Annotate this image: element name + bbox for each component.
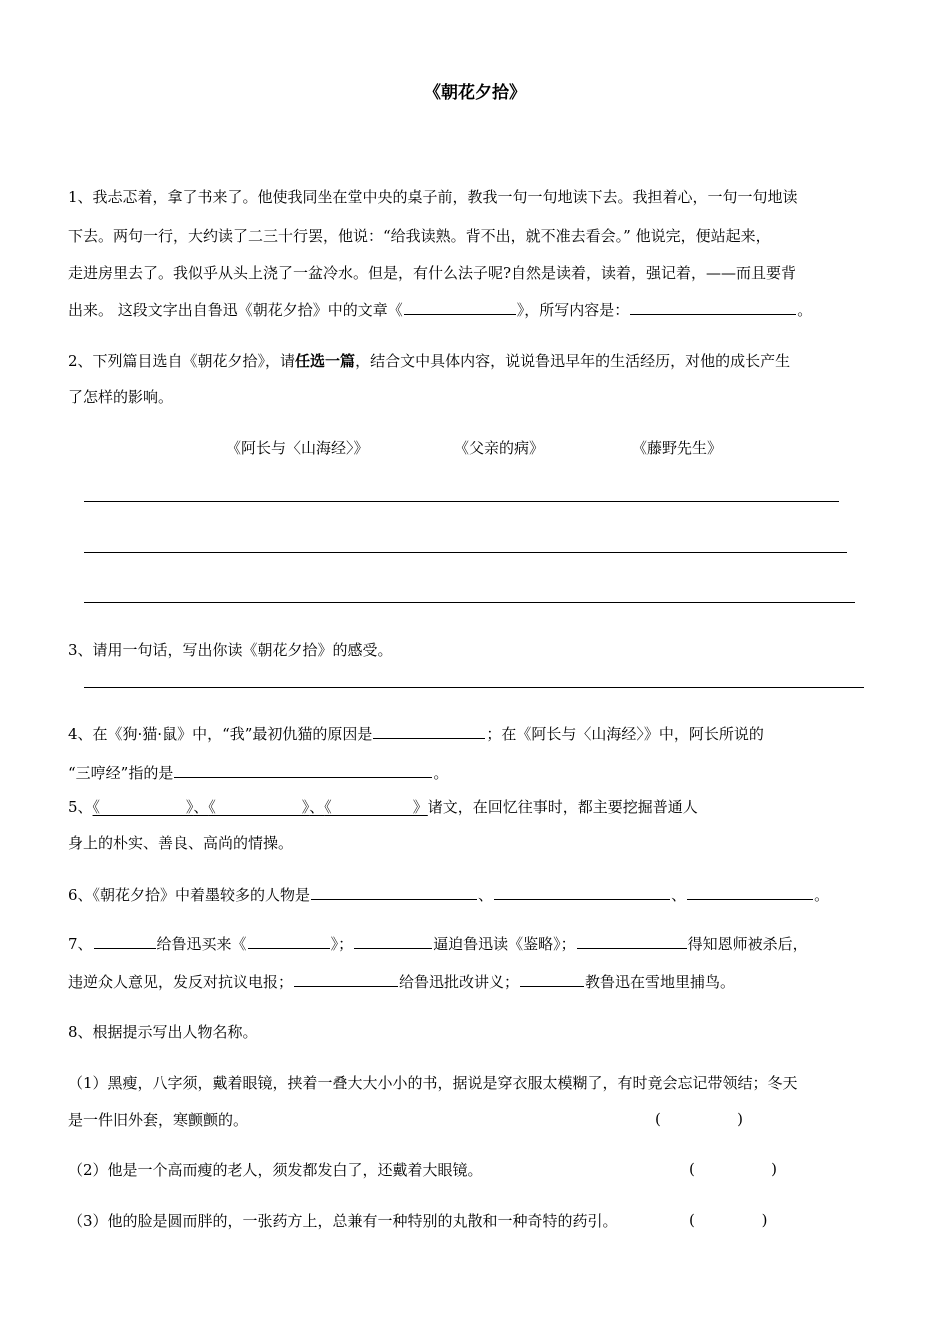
- q1-line-4-text: 出来。 这段文字出自鲁迅《朝花夕拾》中的文章《: [68, 301, 403, 319]
- q4-text-b: ；在《阿长与〈山海经〉》中，阿长所说的: [486, 725, 764, 743]
- page-title: 《朝花夕拾》: [424, 83, 526, 103]
- q6-text: 6、《朝花夕拾》中着墨较多的人物是: [68, 886, 311, 904]
- q2-emphasis: 任选一篇: [295, 352, 356, 370]
- answer-line[interactable]: [84, 552, 847, 553]
- q5-blank-3[interactable]: 《 》: [324, 798, 428, 816]
- q7-blank-1[interactable]: [94, 934, 156, 949]
- answer-line[interactable]: [84, 501, 839, 502]
- q4-text-d: 。: [433, 764, 449, 782]
- q6-blank-3[interactable]: [687, 885, 813, 900]
- q7-prefix: 7、: [68, 935, 93, 953]
- q1-line-1: 1、我忐忑着，拿了书来了。他使我同坐在堂中央的桌子前，教我一句一句地读下去。我担着心，一句一句地读: [68, 188, 798, 206]
- q3-line-1: 3、请用一句话，写出你读《朝花夕拾》的感受。: [68, 641, 393, 659]
- q1-blank-content[interactable]: [630, 300, 796, 315]
- q4-blank-1[interactable]: [373, 724, 485, 739]
- q4-line-2: [68, 762, 448, 783]
- q7-text-f: 违逆众人意见，发反对抗议电报；: [68, 973, 294, 991]
- q7-text-h: 教鲁迅在雪地里捕鸟。: [585, 973, 736, 991]
- q2-line-1: [68, 350, 790, 371]
- q5-blank-1[interactable]: 《 》: [92, 798, 194, 816]
- q6-end: 。: [814, 886, 830, 904]
- q7-blank-6[interactable]: [520, 972, 584, 987]
- q1-line-3: 走进房里去了。我似乎从头上浇了一盆冷水。但是，有什么法子呢?自然是读着，读着，强记着，——而且要背: [68, 264, 797, 282]
- q7-blank-5[interactable]: [294, 972, 398, 987]
- q4-blank-2[interactable]: [174, 763, 432, 778]
- q8-item-2: （2）他是一个高而瘦的老人，须发都发白了，还戴着大眼镜。: [68, 1161, 483, 1179]
- q6-sep-1: 、: [478, 886, 494, 904]
- q5-line-2: 身上的朴实、善良、高尚的情操。: [68, 834, 294, 852]
- q2-option-2: 《父亲的病》: [454, 439, 545, 457]
- q6-line-1: [68, 884, 829, 905]
- q2-line-2: 了怎样的影响。: [68, 388, 174, 406]
- q2-option-1: 《阿长与〈山海经〉》: [226, 439, 369, 457]
- q7-text-c: 》；: [330, 935, 354, 953]
- q8-item-3: （3）他的脸是圆而胖的，一张药方上，总兼有一种特别的丸散和一种奇特的药引。: [68, 1212, 618, 1230]
- q5-blank-2[interactable]: 《 》: [208, 798, 310, 816]
- q6-blank-2[interactable]: [494, 885, 670, 900]
- q5-sep-2: 、: [309, 798, 325, 816]
- q4-text-c: “三哼经”指的是: [68, 764, 174, 782]
- q6-blank-1[interactable]: [311, 885, 477, 900]
- q1-line-4-end: 。: [797, 301, 813, 319]
- q7-line-2: [68, 971, 735, 992]
- answer-line[interactable]: [84, 602, 855, 603]
- q7-text-d: 逼迫鲁迅读《鉴略》；: [433, 935, 576, 953]
- q5-text-rest: 诸文，在回忆往事时，都主要挖掘普通人: [427, 798, 698, 816]
- q5-prefix: 5、: [68, 798, 93, 816]
- q7-blank-2[interactable]: [248, 934, 330, 949]
- q1-line-2: 下去。两句一行，大约读了二三十行罢，他说：“给我读熟。背不出，就不准去看会。” 他说完，便站起来，: [68, 227, 771, 245]
- q4-line-1: [68, 723, 764, 744]
- q7-line-1: [68, 933, 808, 954]
- q5-sep-1: 、: [193, 798, 209, 816]
- q8-answer-2[interactable]: ( ): [689, 1160, 777, 1178]
- q8-item-1-line-2: 是一件旧外套，寒颤颤的。: [68, 1111, 249, 1129]
- q1-line-4-mid: 》，所写内容是：: [516, 301, 630, 319]
- q8-item-1-line-1: （1）黑瘦，八字须，戴着眼镜，挟着一叠大大小小的书，据说是穿衣服太模糊了，有时竟会忘记带领结；冬天: [68, 1074, 798, 1092]
- q7-blank-4[interactable]: [577, 934, 687, 949]
- q7-text-e: 得知恩师被杀后，: [687, 935, 808, 953]
- q2-option-3: 《藤野先生》: [632, 439, 723, 457]
- q7-blank-3[interactable]: [354, 934, 432, 949]
- q8-answer-1[interactable]: ( ): [655, 1110, 743, 1128]
- q7-text-b: 给鲁迅买来《: [156, 935, 247, 953]
- q8-answer-3[interactable]: ( ): [689, 1211, 768, 1229]
- q1-blank-title[interactable]: [404, 300, 516, 315]
- q2-text-a: 2、下列篇目选自《朝花夕拾》，请: [68, 352, 296, 370]
- q6-sep-2: 、: [671, 886, 687, 904]
- q7-text-g: 给鲁迅批改讲义；: [399, 973, 520, 991]
- q2-text-c: ，结合文中具体内容，说说鲁迅早年的生活经历，对他的成长产生: [355, 352, 791, 370]
- answer-line[interactable]: [84, 687, 864, 688]
- q1-line-4: [68, 299, 812, 320]
- q5-line-1: [68, 796, 698, 817]
- q8-heading: 8、根据提示写出人物名称。: [68, 1023, 258, 1041]
- q4-text-a: 4、在《狗·猫·鼠》中，“我”最初仇猫的原因是: [68, 725, 373, 743]
